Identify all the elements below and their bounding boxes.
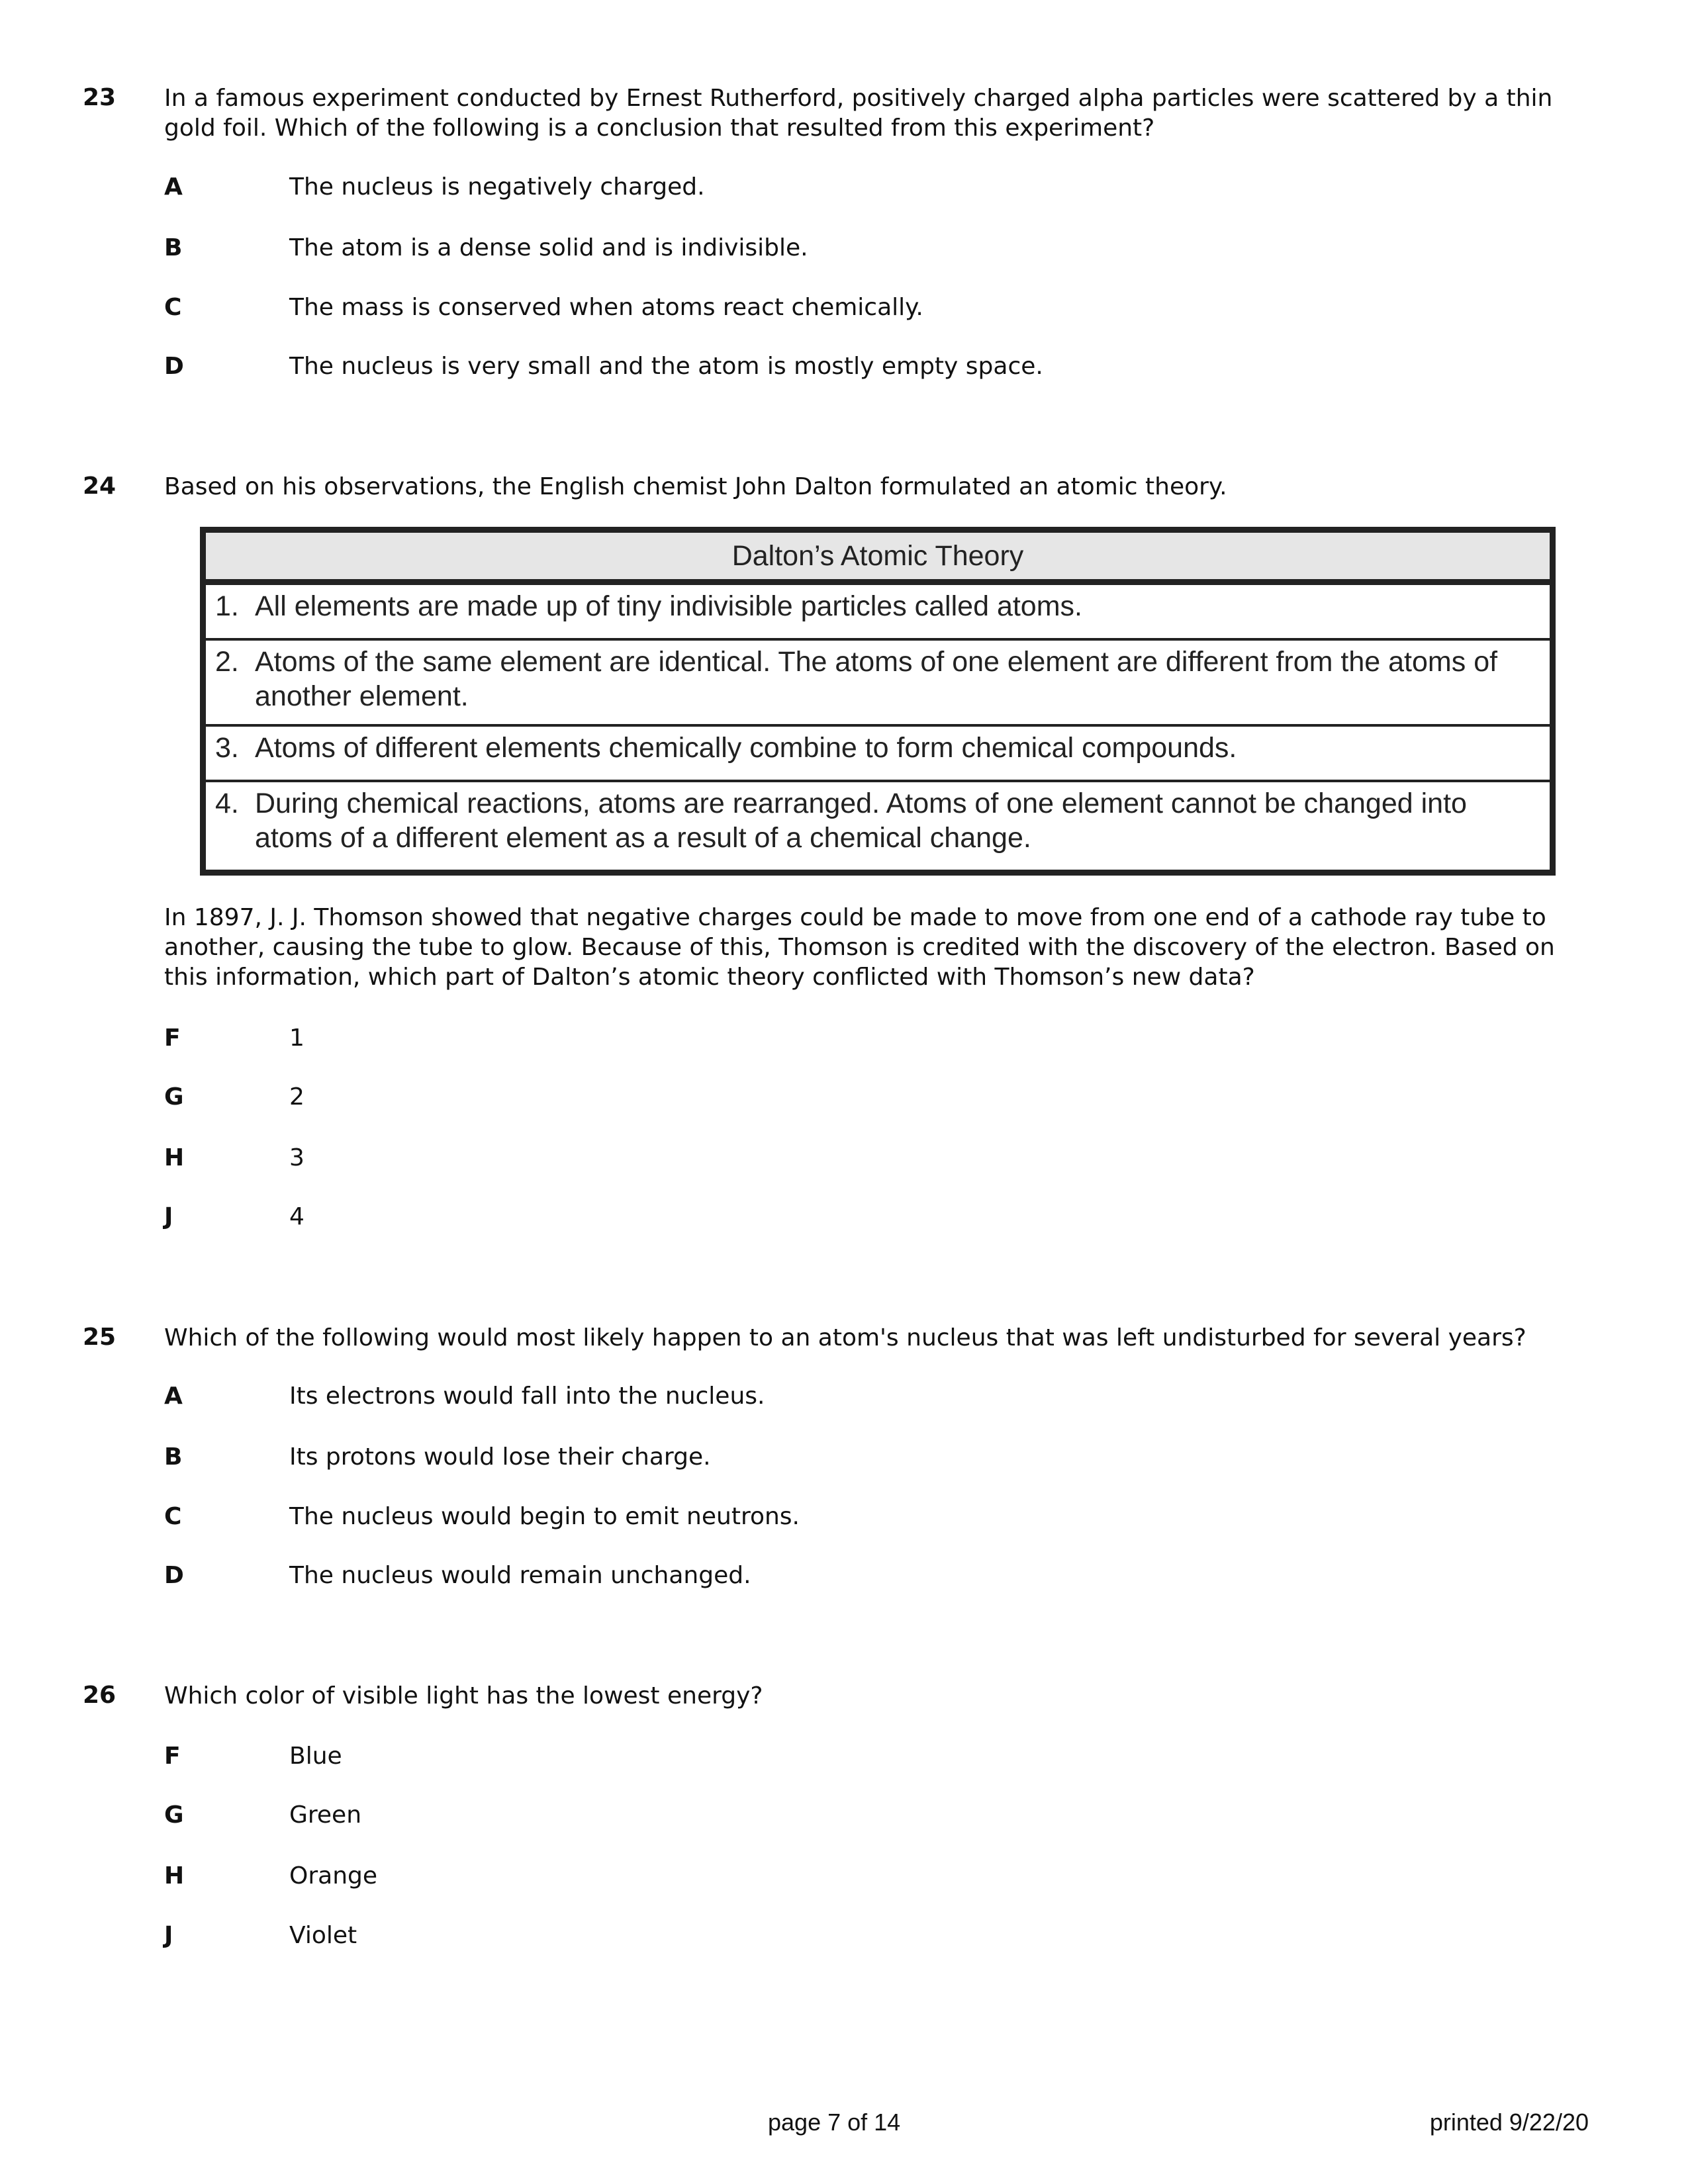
choice-letter[interactable]: D	[164, 353, 184, 380]
table-row	[206, 782, 1550, 870]
question-text: Based on his observations, the English chemist John Dalton formulated an atomic theory.	[164, 473, 1227, 500]
choice-text[interactable]: Green	[289, 1801, 362, 1829]
choice-text[interactable]: 3	[289, 1144, 305, 1171]
question-number: 26	[83, 1682, 117, 1709]
choice-letter[interactable]: C	[164, 294, 182, 321]
choice-text[interactable]: 1	[289, 1024, 305, 1052]
choice-text[interactable]: The nucleus would remain unchanged.	[289, 1562, 751, 1589]
choice-letter[interactable]: G	[164, 1083, 184, 1111]
choice-text[interactable]: 2	[289, 1083, 305, 1111]
choice-letter[interactable]: H	[164, 1144, 185, 1171]
row-text: During chemical reactions, atoms are rearranged. Atoms of one element cannot be changed into atoms of a different element as a result of a chemical change.	[255, 788, 1467, 854]
choice-text[interactable]: Its protons would lose their charge.	[289, 1443, 711, 1471]
choice-text[interactable]: The atom is a dense solid and is indivisible.	[289, 234, 808, 261]
choice-text[interactable]: The nucleus is very small and the atom is mostly empty space.	[289, 353, 1043, 380]
row-text: All elements are made up of tiny indivisible particles called atoms.	[255, 590, 1082, 622]
printed-date: printed 9/22/20	[1429, 2109, 1589, 2136]
choice-text[interactable]: Blue	[289, 1743, 342, 1770]
question-text: In a famous experiment conducted by Ernest Rutherford, positively charged alpha particles were scattered by a thin gold foil. Which of the following is a conclusion that resulted from this experiment?	[164, 85, 1553, 142]
choice-text[interactable]: Its electrons would fall into the nucleus.	[289, 1383, 765, 1410]
choice-letter[interactable]: F	[164, 1743, 181, 1770]
choice-letter[interactable]: H	[164, 1862, 185, 1889]
table-title: Dalton’s Atomic Theory	[206, 533, 1550, 585]
choice-text[interactable]: 4	[289, 1203, 305, 1230]
row-number: 3.	[215, 732, 239, 764]
page-number: page 7 of 14	[768, 2109, 901, 2136]
choice-letter[interactable]: F	[164, 1024, 181, 1052]
row-number: 1.	[215, 590, 239, 622]
choice-text[interactable]: Violet	[289, 1922, 357, 1949]
row-text: Atoms of the same element are identical. The atoms of one element are different from the atoms of another element.	[255, 646, 1498, 712]
choice-letter[interactable]: J	[164, 1203, 173, 1230]
choice-letter[interactable]: A	[164, 1383, 183, 1410]
table-row	[206, 641, 1550, 727]
choice-text[interactable]: Orange	[289, 1862, 378, 1889]
dalton-theory-table	[200, 527, 1556, 876]
choice-letter[interactable]: A	[164, 173, 183, 201]
question-number: 23	[83, 84, 117, 111]
choice-letter[interactable]: J	[164, 1922, 173, 1949]
choice-text[interactable]: The nucleus is negatively charged.	[289, 173, 705, 201]
choice-letter[interactable]: G	[164, 1801, 184, 1829]
row-number: 4.	[215, 788, 239, 819]
choice-text[interactable]: The nucleus would begin to emit neutrons.	[289, 1503, 800, 1530]
question-number: 24	[83, 473, 117, 500]
question-number: 25	[83, 1324, 117, 1351]
choice-text[interactable]: The mass is conserved when atoms react chemically.	[289, 294, 923, 321]
choice-letter[interactable]: D	[164, 1562, 184, 1589]
question-followup-text: In 1897, J. J. Thomson showed that negative charges could be made to move from one end of a cathode ray tube to another, causing the tube to glow. Because of this, Thomson is credited with the discovery of the electron. Based on this information, which part of Dalton’s atomic theory conflicted with Thomson’s new data?	[164, 904, 1555, 991]
table-row	[206, 727, 1550, 782]
choice-letter[interactable]: B	[164, 234, 183, 261]
choice-letter[interactable]: C	[164, 1503, 182, 1530]
choice-letter[interactable]: B	[164, 1443, 183, 1471]
row-number: 2.	[215, 646, 239, 678]
question-text: Which color of visible light has the lowest energy?	[164, 1682, 763, 1709]
table-row	[206, 585, 1550, 641]
row-text: Atoms of different elements chemically combine to form chemical compounds.	[255, 732, 1237, 764]
question-text: Which of the following would most likely happen to an atom's nucleus that was left undisturbed for several years?	[164, 1324, 1526, 1351]
